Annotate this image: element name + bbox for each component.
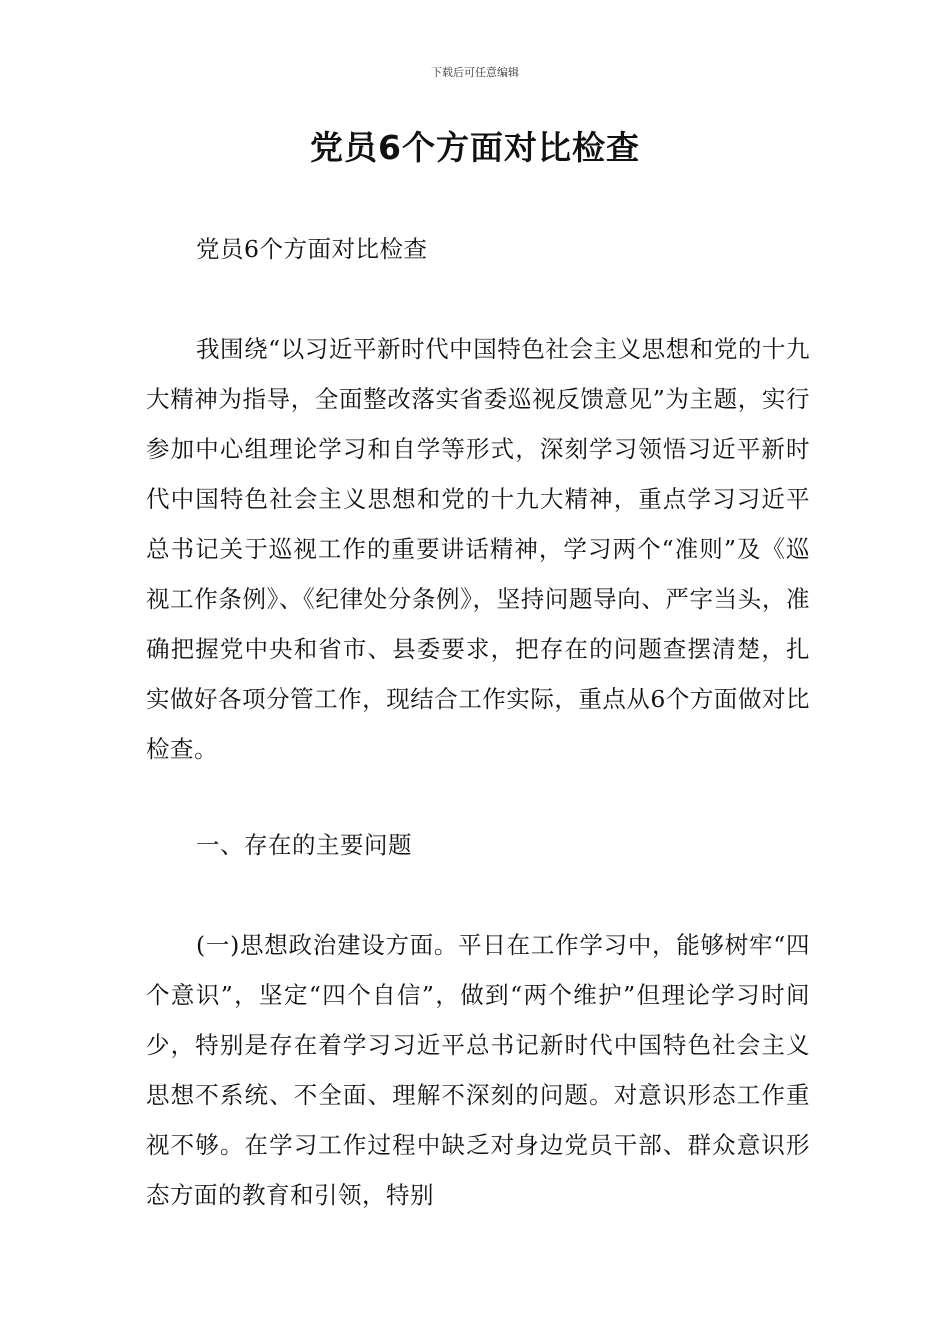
document-subtitle: 党员6个方面对比检查 — [196, 235, 428, 263]
section-heading: 一、存在的主要问题 — [196, 831, 412, 859]
intro-paragraph: 我围绕“以习近平新时代中国特色社会主义思想和党的十九大精神为指导，全面整改落实省委巡视反馈意见”为主题，实行参加中心组理论学习和自学等形式，深刻学习领悟习近平新时代中国特色社会主义思想和党的十九大精神，重点学习习近平总书记关于巡视工作的重要讲话精神，学习两个“准则”及《巡视工作条例》、《纪律处分条例》，坚持问题导向、严字当头，准确把握党中央和省市、县委要求，把存在的问题查摆清楚，扎实做好各项分管工作，现结合工作实际，重点从6个方面做对比检查。 — [146, 335, 810, 763]
header-note: 下载后可任意编辑 — [431, 66, 519, 79]
item-paragraph-1: (一)思想政治建设方面。平日在工作学习中，能够树牢“四个意识”，坚定“四个自信”，做到“两个维护”但理论学习时间少，特别是存在着学习习近平总书记新时代中国特色社会主义思想不系统、不全面、理解不深刻的问题。对意识形态工作重视不够。在学习工作过程中缺乏对身边党员干部、群众意识形态方面的教育和引领，特别 — [146, 931, 810, 1209]
page-title: 党员6个方面对比检查 — [310, 128, 640, 167]
